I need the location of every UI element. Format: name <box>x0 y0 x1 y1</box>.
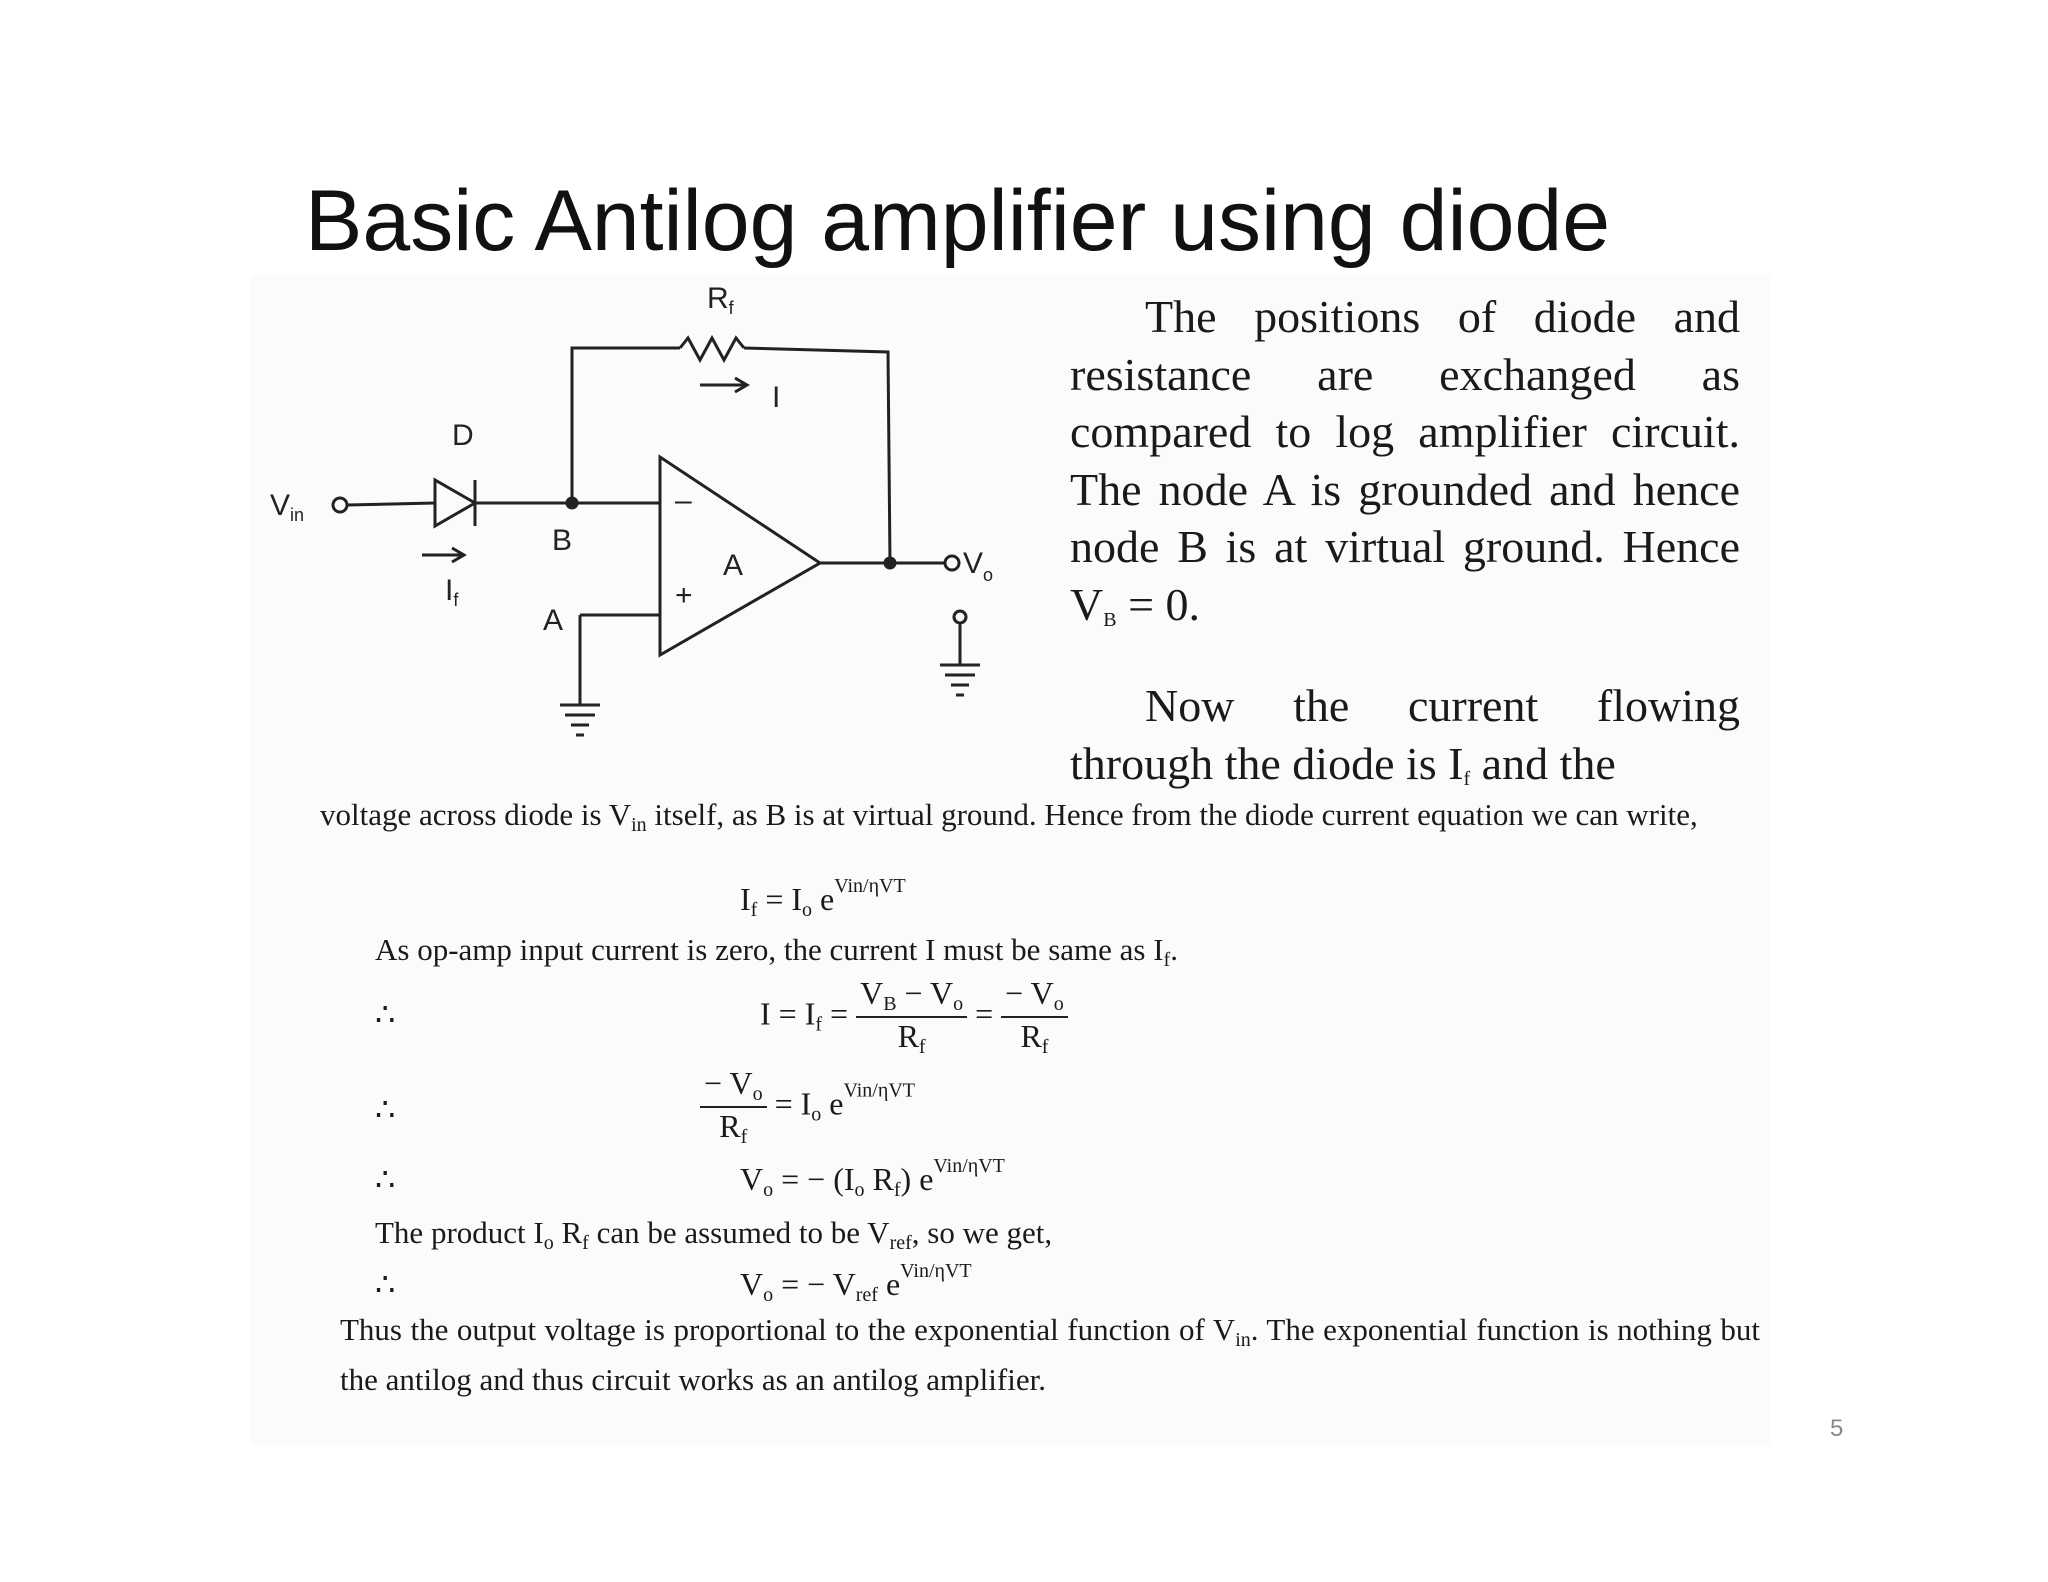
therefore-symbol: ∴ <box>375 1266 396 1302</box>
equation-vo-over-rf: $\frac{- V_o}{R_f}$ = $I_o$ $e^{Vin/\eta VT}$ <box>700 1065 915 1149</box>
therefore-symbol: ∴ <box>375 1091 396 1127</box>
diode-symbol <box>435 480 475 526</box>
feedback-wire-left <box>572 348 680 503</box>
node-a-label: A <box>543 604 564 637</box>
therefore-symbol: ∴ <box>375 996 396 1032</box>
plus-label: + <box>675 579 693 612</box>
b-label: B <box>552 524 573 557</box>
input-wire <box>347 503 435 505</box>
if-label: $I_f$ <box>445 574 459 610</box>
rf-label: $R_f$ <box>707 282 734 318</box>
current-arrow-i <box>700 378 747 392</box>
equation-vo-vref: $V_o$ = − $V_{ref}$ $e^{Vin/\eta VT}$ <box>740 1260 972 1306</box>
page-number: 5 <box>1830 1415 1844 1442</box>
body-line-opamp: As op-amp input current is zero, the current I must be same as $I_f$. <box>375 932 1178 971</box>
body-line-conclusion: Thus the output voltage is proportional to the exponential function of $V_{in}$. The exponential function is nothing but the antilog and thus circuit works as an antilog amplifier. <box>340 1312 1760 1397</box>
equation-current-i: $I = I_f$ = $\frac{V_B - V_o}{R_f}$ = $\frac{- V_o}{R_f}$ <box>760 975 1068 1059</box>
vin-terminal <box>333 498 347 512</box>
vo-terminal <box>945 556 959 570</box>
therefore-symbol: ∴ <box>375 1161 396 1197</box>
ground-symbol-a <box>560 705 600 735</box>
current-arrow-if <box>422 548 464 562</box>
vo-label: $V_o$ <box>963 547 994 585</box>
body-line-voltage: voltage across diode is $V_{in}$ itself, as B is at virtual ground. Hence from the diode current equation we can write, <box>320 797 1698 836</box>
slide-title: Basic Antilog amplifier using diode <box>305 173 1611 269</box>
body-line-product: The product $I_o$ $R_f$ can be assumed to be $V_{ref}$, so we get, <box>375 1215 1053 1254</box>
feedback-wire-right <box>744 348 890 563</box>
output-node-dot <box>885 558 895 568</box>
equation-vo: $V_o$ = − ($I_o$ $R_f$) $e^{Vin/\eta VT}$ <box>740 1155 1005 1201</box>
equation-diode-current: $I_f = I_o$ $e^{Vin/\eta VT}$ <box>740 875 906 921</box>
amp-label: A <box>723 549 744 582</box>
right-text-block <box>1070 288 1740 808</box>
d-label: D <box>452 419 474 452</box>
paragraph-positions: The positions of diode and resistance are exchanged as compared to log amplifier circuit. The node A is grounded and hence node B is at virtual ground. Hence $V_B = 0$. <box>1070 291 1740 631</box>
minus-label: – <box>675 484 692 517</box>
antilog-circuit-diagram <box>260 280 1020 780</box>
i-label: I <box>772 381 781 414</box>
paragraph-current: Now the current flowing through the diode is $I_f$ and the <box>1070 680 1740 790</box>
vin-label: $V_{in}$ <box>270 489 305 525</box>
ground-terminal <box>954 611 966 623</box>
ground-symbol-out <box>940 665 980 695</box>
feedback-resistor <box>680 338 744 360</box>
